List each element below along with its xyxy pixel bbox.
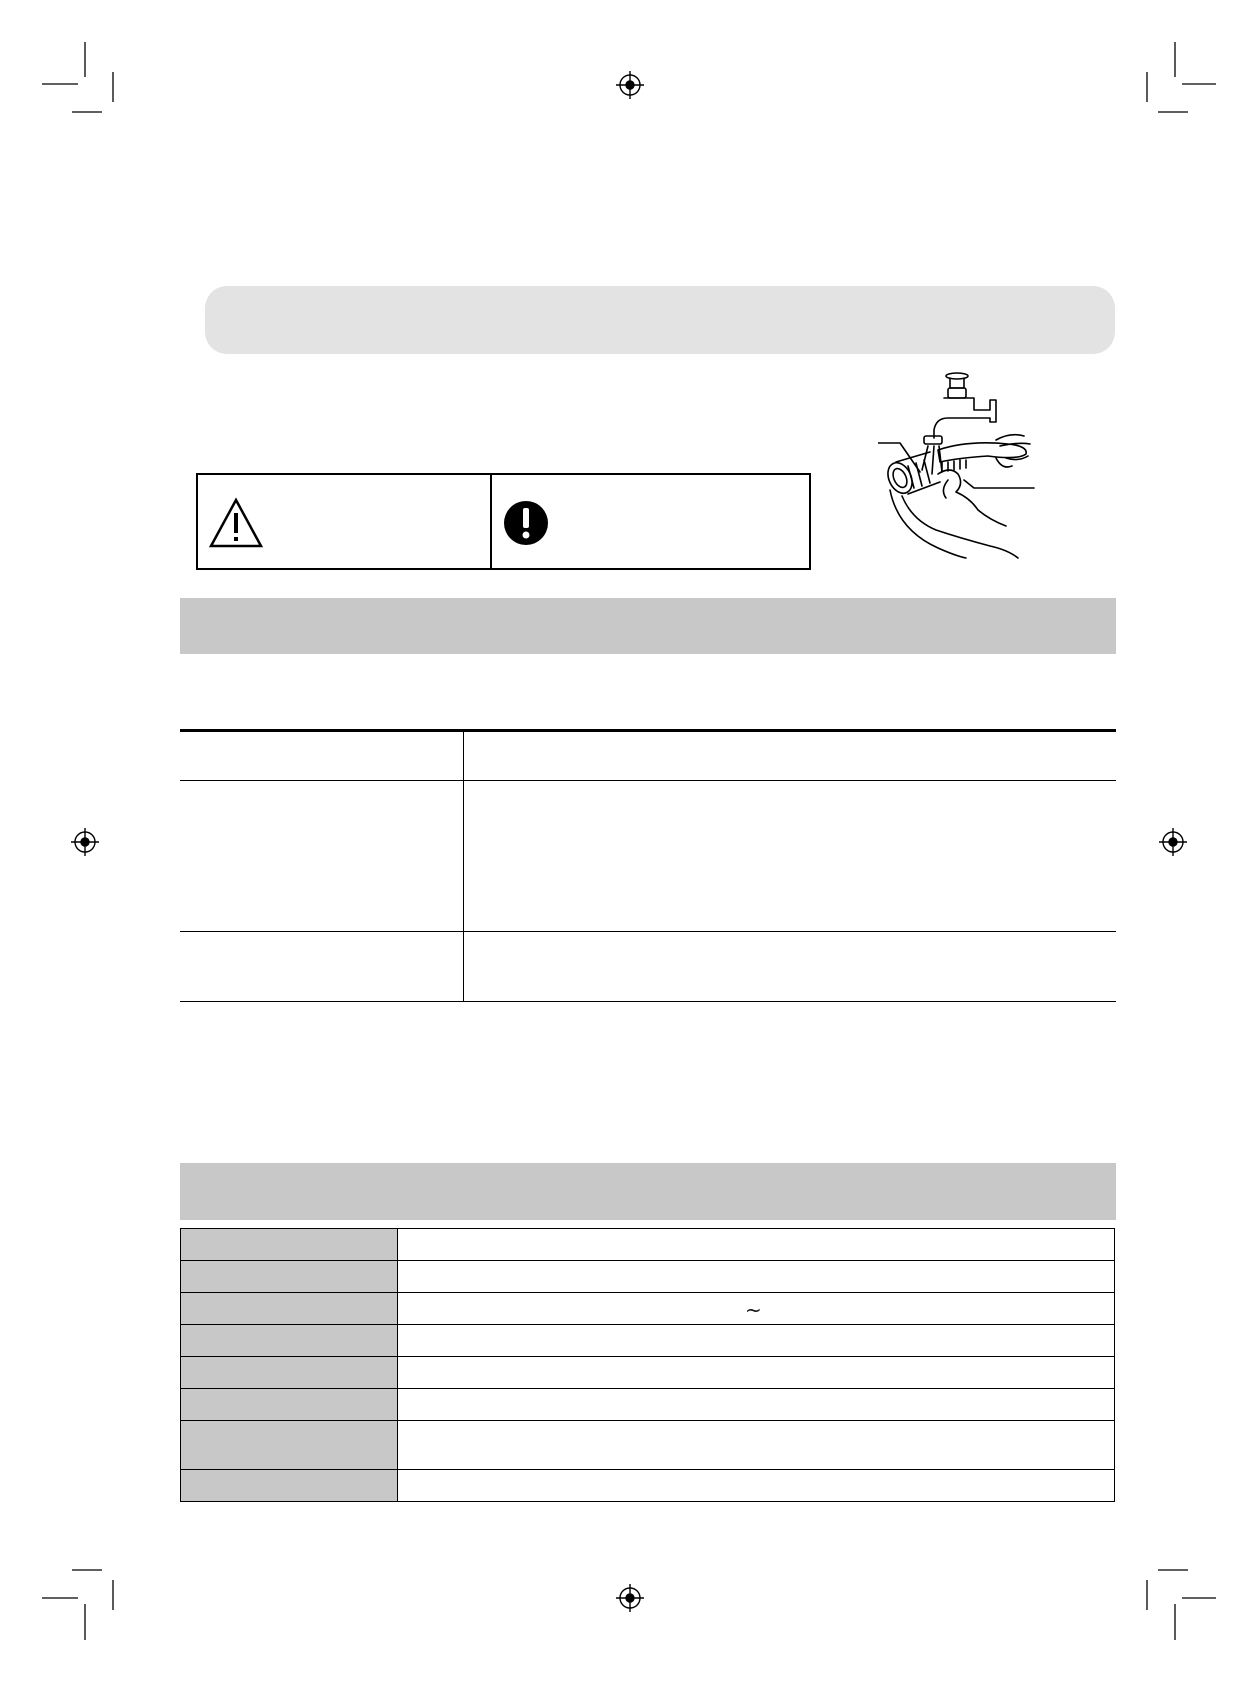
spec-label xyxy=(181,1293,398,1325)
spec-value xyxy=(398,1421,1115,1470)
registration-mark-bottom xyxy=(616,1584,644,1612)
table-row xyxy=(181,1229,1115,1261)
section-header-band-1 xyxy=(180,598,1116,654)
spec-label xyxy=(181,1325,398,1357)
item-cell xyxy=(180,781,464,932)
table-row xyxy=(181,1325,1115,1357)
section-header-band-2 xyxy=(180,1163,1116,1220)
spec-value xyxy=(398,1357,1115,1389)
mandatory-cell xyxy=(492,475,809,568)
table-row xyxy=(181,1421,1115,1470)
safety-notice-box xyxy=(196,473,811,570)
maintenance-table xyxy=(180,729,1116,1002)
table-row xyxy=(181,1389,1115,1421)
detail-cell xyxy=(464,932,1117,1002)
specification-table xyxy=(180,1228,1115,1502)
item-cell xyxy=(180,932,464,1002)
table-row xyxy=(181,1293,1115,1325)
table-row xyxy=(181,1261,1115,1293)
table-row xyxy=(181,1357,1115,1389)
spec-value xyxy=(398,1229,1115,1261)
spec-value xyxy=(398,1470,1115,1502)
spec-value: ~ xyxy=(745,1298,762,1322)
spec-value xyxy=(398,1389,1115,1421)
spec-label xyxy=(181,1357,398,1389)
registration-mark-right xyxy=(1159,828,1187,856)
table-row xyxy=(180,932,1116,1002)
spec-value-cell xyxy=(398,1293,1115,1325)
item-cell xyxy=(180,731,464,781)
table-row xyxy=(180,731,1116,781)
detail-cell xyxy=(464,731,1117,781)
spec-label xyxy=(181,1389,398,1421)
registration-mark-left xyxy=(71,828,99,856)
exclamation-circle-icon xyxy=(502,499,550,547)
spec-label xyxy=(181,1261,398,1293)
section-heading-band xyxy=(205,286,1115,354)
spec-label xyxy=(181,1229,398,1261)
table-row xyxy=(181,1470,1115,1502)
spec-label xyxy=(181,1470,398,1502)
caution-cell xyxy=(198,475,492,568)
registration-mark-top xyxy=(616,71,644,99)
table-row xyxy=(180,781,1116,932)
spec-value xyxy=(398,1261,1115,1293)
spec-value xyxy=(398,1325,1115,1357)
spec-label xyxy=(181,1421,398,1470)
warning-triangle-icon xyxy=(208,497,264,549)
filter-cleaning-illustration xyxy=(878,370,1038,565)
detail-cell xyxy=(464,781,1117,932)
